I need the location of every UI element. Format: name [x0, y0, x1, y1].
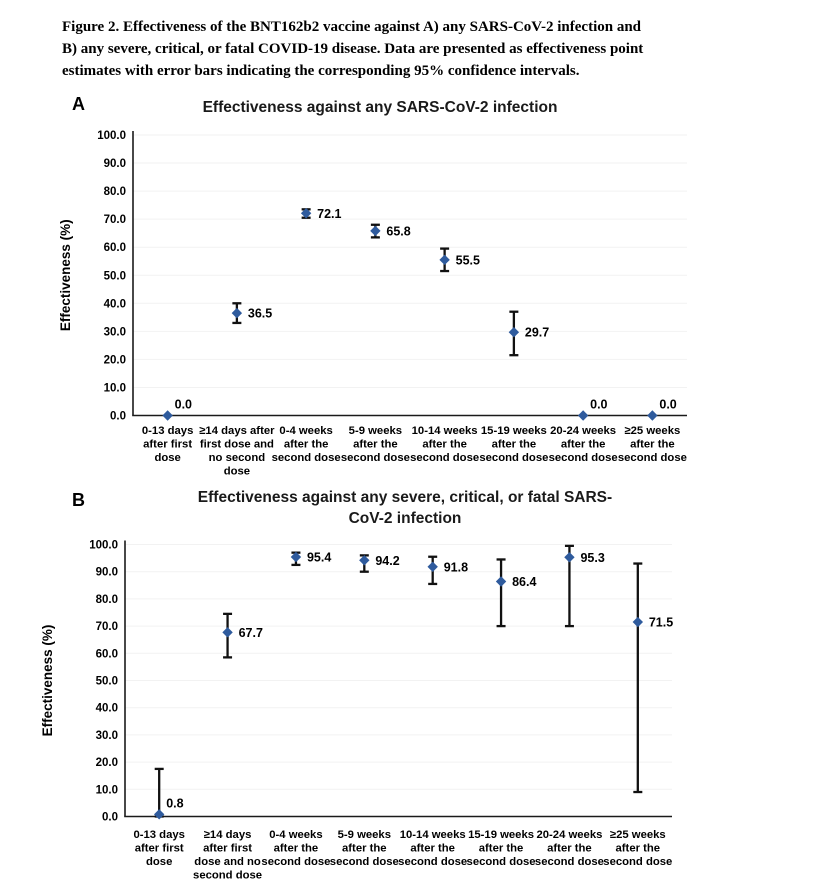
value-label: 71.5 [648, 615, 674, 630]
y-tick-label: 40.0 [103, 298, 126, 311]
data-point-marker [647, 410, 657, 420]
y-tick-label: 80.0 [95, 593, 118, 606]
y-axis-title: Effectiveness (%) [58, 219, 73, 332]
value-label: 0.0 [659, 397, 677, 412]
value-label: 72.1 [317, 206, 342, 221]
y-tick-label: 20.0 [103, 354, 126, 367]
panel-a-label: A [72, 94, 85, 114]
data-point-marker [222, 627, 232, 637]
value-label: 91.8 [443, 560, 469, 575]
data-point-marker [439, 255, 449, 265]
chart-b-title-line-1: Effectiveness against any severe, critical, or fatal SARS- [197, 489, 613, 506]
y-tick-label: 50.0 [95, 675, 118, 688]
value-label: 67.7 [238, 625, 263, 640]
y-tick-label: 30.0 [103, 326, 126, 339]
y-tick-label: 70.0 [103, 214, 126, 227]
value-label: 36.5 [247, 306, 273, 321]
y-tick-label: 0.0 [110, 410, 126, 423]
x-category-label: 0-4 weeks after the second dose [271, 425, 341, 464]
data-point-marker [359, 555, 369, 565]
y-tick-label: 40.0 [95, 702, 118, 715]
chart-a-title-line: Effectiveness against any SARS-CoV-2 infection [202, 99, 558, 116]
y-tick-label: 70.0 [95, 621, 118, 634]
value-label: 95.3 [580, 550, 605, 565]
panel-b-label: B [72, 490, 85, 510]
chart-b-title-line-2: CoV-2 infection [348, 510, 462, 527]
caption-line-1: Figure 2. Effectiveness of the BNT162b2 vaccine against A) any SARS-CoV-2 infection and [62, 19, 642, 35]
x-category-label: ≥25 weeks after the second dose [603, 829, 673, 868]
value-label: 0.0 [590, 397, 608, 412]
value-label: 29.7 [524, 325, 550, 340]
value-label: 0.8 [166, 796, 184, 811]
x-category-label: 0-13 days after first dose [133, 829, 185, 868]
data-point-marker [370, 226, 380, 236]
y-tick-label: 100.0 [89, 539, 118, 552]
caption-line-3: estimates with error bars indicating the corresponding 95% confidence intervals. [62, 63, 580, 79]
y-tick-label: 60.0 [103, 242, 126, 255]
y-axis-title: Effectiveness (%) [40, 624, 55, 737]
value-label: 95.4 [306, 550, 332, 565]
y-tick-label: 80.0 [103, 186, 126, 199]
y-tick-label: 50.0 [103, 270, 126, 283]
data-point-marker [232, 308, 242, 318]
x-category-label: 0-13 days after first dose [141, 425, 194, 464]
data-point-marker [162, 410, 172, 420]
y-tick-label: 0.0 [102, 811, 118, 824]
y-tick-label: 10.0 [103, 382, 126, 395]
data-point-marker [427, 562, 437, 572]
data-point-marker [564, 552, 574, 562]
y-tick-label: 90.0 [95, 566, 118, 579]
x-category-label: 5-9 weeks after the second dose [340, 425, 410, 464]
value-label: 86.4 [512, 574, 537, 589]
y-tick-label: 10.0 [95, 784, 118, 797]
value-label: 55.5 [455, 253, 480, 268]
y-tick-label: 30.0 [95, 729, 118, 742]
x-category-label: 10-14 weeks after the second dose [410, 425, 480, 464]
x-category-label: ≥25 weeks after the second dose [617, 425, 687, 464]
x-category-label: 20-24 weeks after the second dose [548, 425, 618, 464]
x-category-label: 15-19 weeks after the second dose [466, 829, 536, 868]
data-point-marker [496, 576, 506, 586]
data-point-marker [578, 410, 588, 420]
x-category-label: 0-4 weeks after the second dose [261, 829, 331, 868]
x-category-label: 5-9 weeks after the second dose [329, 829, 399, 868]
data-point-marker [154, 809, 164, 819]
x-category-label: ≥14 days after first dose and no second dose [193, 829, 263, 882]
data-point-marker [509, 327, 519, 337]
value-label: 0.0 [174, 397, 193, 412]
value-label: 65.8 [386, 224, 411, 239]
x-category-label: 10-14 weeks after the second dose [398, 829, 468, 868]
value-label: 94.2 [375, 553, 400, 568]
y-tick-label: 100.0 [97, 130, 126, 142]
y-tick-label: 90.0 [103, 158, 126, 171]
x-category-label: ≥14 days after first dose and no second dose [199, 425, 275, 478]
caption-line-2: B) any severe, critical, or fatal COVID-19 disease. Data are presented as effectiveness point [62, 41, 644, 57]
x-category-label: 20-24 weeks after the second dose [534, 829, 604, 868]
x-category-label: 15-19 weeks after the second dose [479, 425, 549, 464]
y-tick-label: 20.0 [95, 757, 118, 770]
y-tick-label: 60.0 [95, 648, 118, 661]
